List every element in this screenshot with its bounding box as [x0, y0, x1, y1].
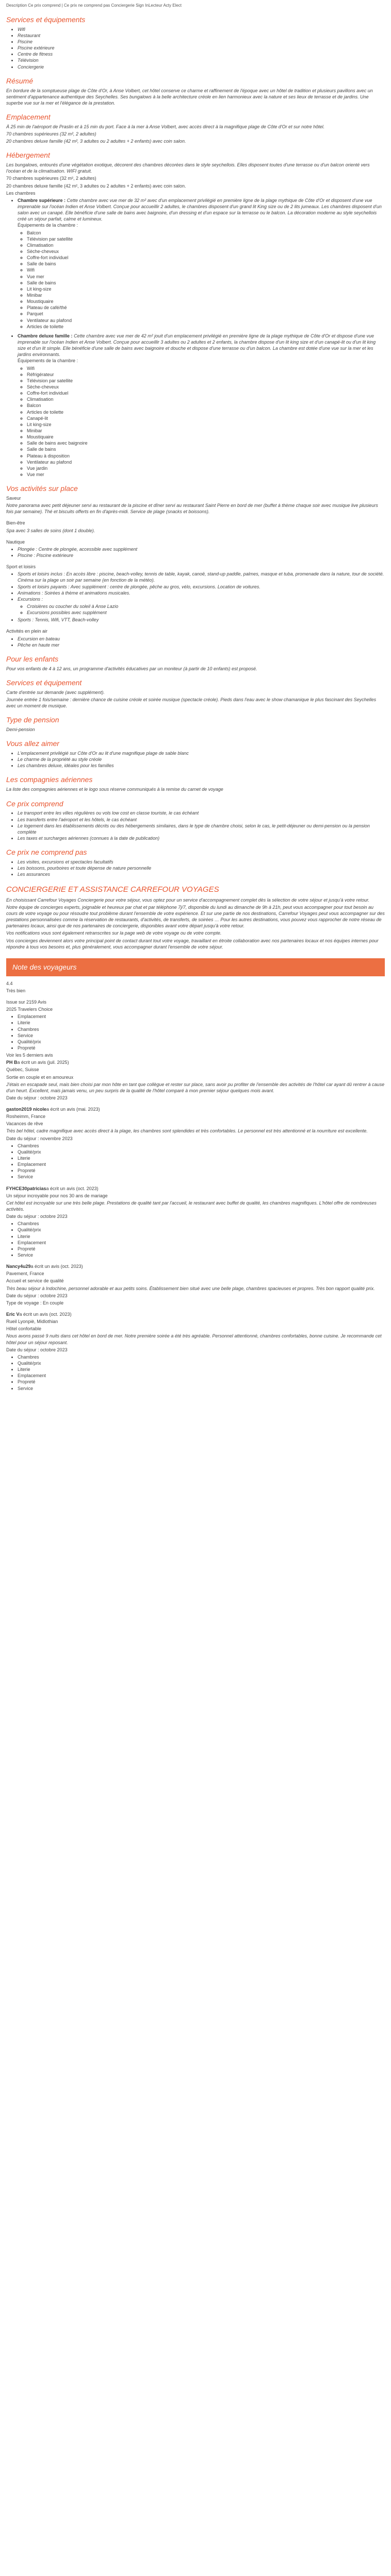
review-header	[6, 1059, 385, 1065]
enfants-title: Pour les enfants	[6, 654, 59, 663]
equipment-item: ◦ Articles de toilette	[27, 324, 385, 330]
service-item: • Piscine	[18, 39, 385, 45]
equipment-item: ◦ Ventilateur au plafond	[27, 317, 385, 324]
review-stay-date: Date du séjour : octobre 2023	[6, 1293, 68, 1298]
criteria-item: • Service	[18, 1032, 385, 1039]
concierge-text: En choisissant Carrefour Voyages Conciergerie pour votre séjour, vous optez pour un service d'accompagnement complet dès la sélection de votre séjour et jusqu'à votre retour.	[6, 897, 370, 903]
review-criteria-item: • Qualité/prix	[18, 1149, 385, 1155]
service-item: • Centre de fitness	[18, 51, 385, 57]
noprix-list	[6, 859, 385, 877]
equipment-item: ◦ Lit king-size	[27, 421, 385, 428]
review-author[interactable]: Eric V	[6, 1312, 20, 1317]
equipment-item: ◦ Climatisation	[27, 242, 385, 248]
review-stay-date: Date du séjour : octobre 2023	[6, 1095, 68, 1100]
equip-label: Équipements de la chambre :	[18, 223, 78, 228]
aimer-title: Vous allez aimer	[6, 739, 59, 748]
equipment-item: ◦ Coffre-fort individuel	[27, 390, 385, 396]
review	[6, 1059, 385, 1101]
sport-list	[6, 571, 385, 623]
criteria-item: • Propreté	[18, 1045, 385, 1051]
rating-value: 4.4	[6, 980, 13, 986]
equipment-item: ◦ Minibar	[27, 292, 385, 298]
equipment-item: ◦ Canapé-lit	[27, 415, 385, 421]
review-title: Sortie en couple et en amoureux	[6, 1074, 74, 1080]
equipment-item: ◦ Climatisation	[27, 396, 385, 402]
equip-label: Équipements de la chambre :	[18, 358, 78, 364]
hebergement-title: Hébergement	[6, 151, 50, 160]
review-location: Rueil Lyonpiè, Midlothian	[6, 1319, 58, 1325]
compagnies-title: Les compagnies aériennes	[6, 775, 93, 784]
plein-air-list	[6, 636, 385, 648]
services-title: Services et équipements	[6, 15, 86, 24]
equipment-item: ◦ Coffre-fort individuel	[27, 255, 385, 261]
chambre-sup-text: Cette chambre avec vue mer de 32 m² avec d'un emplacement privilégié en première ligne de la plage mythique de Côte d'Or et disposent d'une vue imprenable sur l'océan Indien et Anse Volbert. Conçue pour accueillir 2 adultes, le chambres disposent d'un grand lit King size ou de 2 lits jumeaux. Les chambres disposent d'un salon avec un canapé. Elle bénéficie d'une salle de bains avec baignoire, d'un dressing et d'un espace sur la terrasse ou le balcon. La décoration moderne au style seychellois créé un séjour parfait, calme et lumineux.	[18, 197, 382, 222]
aimer-list	[6, 750, 385, 769]
review-header	[6, 1106, 385, 1112]
reviews-count[interactable]: Voir les 5 derniers avis	[6, 1053, 53, 1058]
equipment-item: ◦ Wifi	[27, 365, 385, 371]
review-author[interactable]: Nancy4u29	[6, 1264, 31, 1269]
equipment-item: ◦ Vue mer	[27, 274, 385, 280]
equipment-item: ◦ Salle de bains	[27, 261, 385, 267]
sport-item: • Animations : Soirées à thème et animations musicales.	[18, 590, 385, 596]
excursion-list	[18, 603, 385, 616]
criteria-list	[6, 1013, 385, 1051]
activites-title: Vos activités sur place	[6, 484, 78, 493]
aimer-item: • L'emplacement privilégié sur Côte d'Or au lit d'une magnifique plage de sable blanc	[18, 750, 385, 756]
hebergement-line: 70 chambres supérieures (32 m², 2 adultes)	[6, 176, 96, 181]
review-criteria-item: • Literie	[18, 1366, 385, 1372]
equipment-item: ◦ Parquet	[27, 311, 385, 317]
review-criteria	[6, 1143, 385, 1180]
enfants-text: Pour vos enfants de 4 à 12 ans, un programme d'activités éducatives par un moniteur (à partir de 10 enfants) est proposé.	[6, 666, 257, 671]
review-header	[6, 1185, 385, 1192]
chambres-list	[6, 197, 385, 478]
review-stay-date: Date du séjour : octobre 2023	[6, 1214, 68, 1219]
review-text: J'étais en escapade seul, mais bien choisi par mon hôte en tant que collègue et rester sur place, sans avoir pu profiter de l'ensemble des activités de l'hôtel car ayant dû rentrer à cause d'un heurt. Excellent, mais jamais venu, un peu surpris de la qualité de l'hôtel comparé à mon premier séjour quelques mois avant.	[6, 1081, 385, 1093]
bien-etre-text: Spa avec 3 salles de soins (dont 1 double).	[6, 528, 95, 533]
review-text: Très bel hôtel, cadre magnifique avec accès direct à la plage, les chambres sont splendides et très confortables. Le personnel est très attentionné et la nourriture est excellente.	[6, 1128, 368, 1134]
review-date: a écrit un avis (oct. 2023)	[19, 1312, 72, 1317]
equipment-item: ◦ Télévision par satellite	[27, 236, 385, 242]
prix-item: • Les taxes et surcharges aériennes (connues à la date de publication)	[18, 835, 385, 841]
rating-summary	[6, 980, 385, 1059]
hebergement-intro: Les bungalows, entourés d'une végétation exotique, décorent des chambres décorées dans le style seychellois. Elles disposent toutes d'une terrasse ou d'un balcon orienté vers l'océan et de la climatisation. WIFI gratuit.	[6, 162, 370, 174]
equipment-item: ◦ Lit king-size	[27, 286, 385, 292]
review-criteria-item: • Qualité/prix	[18, 1360, 385, 1366]
plein-air-item: • Pêche en haute mer	[18, 642, 385, 648]
rating-detail: 2025 Travelers Choice	[6, 1007, 53, 1012]
equipment-item: ◦ Réfrigérateur	[27, 371, 385, 378]
chambre-deluxe	[18, 333, 385, 478]
review-criteria-item: • Propreté	[18, 1167, 385, 1174]
equipment-item: ◦ Vue jardin	[27, 465, 385, 471]
resume-text: En bordure de la somptueuse plage de Côte d'Or, à Anse Volbert, cet hôtel conserve ce charme et raffinement de l'époque avec un hôtel de tradition et plusieurs pavillons avec un sentiment d'appartenance authentique des Seychelles. Ses bungalows à la belle architecture créole en lien harmonieux avec la nature et ses lieux de terrasse et de jardins. Une superbe vue sur la mer et l'élégance de la prestation.	[6, 88, 373, 106]
sport-item: • Sports et loisirs payants : Avec supplément : centre de plongée, pêche au gros, vélo, excursions. Location de voitures.	[18, 584, 385, 590]
nautique-title: Nautique	[6, 539, 25, 545]
review-criteria-item: • Chambres	[18, 1143, 385, 1149]
excursion-item: ◦ Excursions possibles avec supplément	[27, 609, 385, 616]
equipment-item: ◦ Moustiquaire	[27, 434, 385, 440]
equipment-item: ◦ Sèche-cheveux	[27, 248, 385, 255]
review	[6, 1106, 385, 1180]
aimer-item: • Le charme de la propriété au style créole	[18, 756, 385, 762]
emplacement-line: 20 chambres deluxe famille (42 m², 3 adultes ou 2 adultes + 2 enfants) avec coin salon.	[6, 139, 186, 144]
equipment-item: ◦ Ventilateur au plafond	[27, 459, 385, 465]
reviews-banner: Note des voyageurs	[6, 958, 385, 976]
sport-title: Sport et loisirs	[6, 564, 36, 570]
review-title: Vacances de rêve	[6, 1121, 43, 1127]
review-author[interactable]: FYHCE30patricias	[6, 1185, 46, 1191]
criteria-item: • Qualité/prix	[18, 1039, 385, 1045]
review-location: Pavement, France	[6, 1271, 44, 1277]
review-criteria-item: • Service	[18, 1252, 385, 1258]
review-date: a écrit un avis (juil. 2025)	[17, 1060, 69, 1065]
review-criteria-item: • Propreté	[18, 1379, 385, 1385]
activites-text: Notre panorama avec petit déjeuner servi au restaurant de la piscine et dîner servi au restaurant Saint Pierre en bord de mer (buffet à thème chaque soir avec musique live plusieurs fois par semaine). Thé et biscuits offerts en fin d'après-midi. Service de plage (snacks et boissons).	[6, 503, 378, 515]
excursions-label: Excursions :	[18, 596, 43, 602]
rating-label: Très bien	[6, 988, 26, 993]
service-item: • Piscine extérieure	[18, 45, 385, 51]
equipment-item: ◦ Balcon	[27, 402, 385, 409]
concierge-text: Vos notifications vous sont également retranscrites sur la page web de votre voyage ou de votre compte.	[6, 930, 222, 936]
plein-air-title: Activités en plein air	[6, 629, 48, 634]
chambre-deluxe-label: Chambre deluxe famille :	[18, 333, 73, 338]
equipment-item: ◦ Salle de bains avec baignoire	[27, 440, 385, 446]
nautique-item: • Plongée : Centre de plongée, accessible avec supplément	[18, 546, 385, 552]
equipment-item: ◦ Vue mer	[27, 471, 385, 478]
review-criteria-item: • Qualité/prix	[18, 1227, 385, 1233]
sport-item: • Sports et loisirs inclus : En accès libre : piscine, beach-volley, tennis de table, kayak, canoë, stand-up paddle, palmes, masque et tuba, promenade dans la nature, tour de société. Cinéma sur la plage un soir par semaine (en fonction de la météo).	[18, 571, 385, 583]
service-item: • Wifi	[18, 26, 385, 32]
review-criteria-item: • Literie	[18, 1233, 385, 1240]
hebergement-line: 20 chambres deluxe famille (42 m², 3 adultes ou 2 adultes + 2 enfants) avec coin salon.	[6, 183, 186, 189]
prix-item: • Le transport entre les villes régulières ou vols low cost en classe touriste, le cas échéant	[18, 810, 385, 816]
review-author[interactable]: PH B	[6, 1060, 18, 1065]
review-title: Hôtel confortable	[6, 1326, 42, 1332]
services-list	[6, 26, 385, 70]
equip-sup-list	[18, 230, 385, 330]
breadcrumb[interactable]: Description Ce prix comprend | Ce prix ne comprend pas Conciergerie Sign InLecteur Acty Elect	[6, 3, 182, 8]
nautique-item: • Piscine : Piscine extérieure	[18, 552, 385, 558]
concierge-text: Notre équipe de concierges experts, joignable et heureux par chat et par téléphone 7j/7, disponible du lundi au dimanche de 9h à 21h, peut vous accompagner pour tout besoin au cours de votre voyage ou pour résoudre tout problème durant l'ensemble de votre expérience. Et sur une partie de nos destinations, Carrefour Voyages peut vous accompagner sur des prestations personnalisées comme la réservation de restaurants, d'activités, de transferts, de soirées … Pour les autres destinations, vous pouvez vous rapprocher de notre réseau de partenaires locaux, ainsi que de nos partenaires de conciergerie, disponibles avant votre départ jusqu'à votre retour.	[6, 904, 385, 929]
emplacement-line: 70 chambres supérieures (32 m², 2 adultes)	[6, 131, 96, 137]
review-header	[6, 1311, 385, 1317]
review-text: Très beau séjour à Indochine, personnel adorable et aux petits soins. Établissement bien situé avec une belle plage, chambres spacieuses et propres. Très bon rapport qualité prix.	[6, 1285, 375, 1291]
nautique-list	[6, 546, 385, 558]
prix-list	[6, 810, 385, 841]
equipment-item: ◦ Plateau de café/thé	[27, 304, 385, 311]
equipment-item: ◦ Articles de toilette	[27, 409, 385, 415]
review-criteria-item: • Service	[18, 1174, 385, 1180]
activites-sub: Saveur	[6, 495, 21, 501]
services2-text2: Journée entrée 1 fois/semaine : dernière chance de cuisine créole et soirée musique (spectacle créole). Pieds dans l'eau avec le show chamanique le plus fascinant des Seychelles avec un moment de musique.	[6, 697, 377, 708]
chambre-superieure	[18, 197, 385, 330]
type-title: Type de pension	[6, 716, 59, 724]
review-criteria-item: • Literie	[18, 1155, 385, 1161]
review-date: a écrit un avis (oct. 2023)	[46, 1185, 99, 1191]
review-criteria-item: • Emplacement	[18, 1240, 385, 1246]
noprix-title: Ce prix ne comprend pas	[6, 848, 87, 857]
rating-detail: Issue sur 2159 Avis	[6, 999, 46, 1005]
review-location: Rosheimm, France	[6, 1114, 46, 1120]
plein-air-item: • Excursion en bateau	[18, 636, 385, 642]
review-trip-type: Type de voyage : En couple	[6, 1300, 64, 1306]
review-stay-date: Date du séjour : octobre 2023	[6, 1347, 68, 1352]
review-text: Nous avons passé 9 nuits dans cet hôtel en bord de mer. Notre première soirée a été très agréable. Personnel attentionné, chambres confortables, bonne cuisine. Je recommande cet hôtel pour un séjour reposant.	[6, 1333, 382, 1345]
equipment-item: ◦ Wifi	[27, 267, 385, 273]
prix-item: • Les transferts entre l'aéroport et les hôtels, le cas échéant	[18, 817, 385, 823]
equipment-item: ◦ Plateau à disposition	[27, 453, 385, 459]
equipment-item: ◦ Salle de bains	[27, 280, 385, 286]
reviews-list	[6, 1059, 385, 1391]
equipment-item: ◦ Moustiquaire	[27, 298, 385, 304]
service-item: • Conciergerie	[18, 64, 385, 70]
prix-item: • Le logement dans les établissements décrits ou des hébergements similaires, dans le type de chambre choisi, selon le cas, le petit-déjeuner ou demi-pension ou la pension complète	[18, 823, 385, 835]
emplacement-title: Emplacement	[6, 112, 51, 121]
concierge-text: Vos concierges deviennent alors votre principal point de contact durant tout votre voyage, travaillant en étroite collaboration avec nos partenaires locaux et nos équipes internes pour répondre à tous vos besoins et, plus généralement, vous accompagner durant l'ensemble de votre séjour.	[6, 938, 379, 950]
concierge-title: CONCIERGERIE ET ASSISTANCE CARREFOUR VOYAGES	[6, 885, 219, 894]
service-item: • Restaurant	[18, 32, 385, 39]
noprix-item: • Les assurances	[18, 871, 385, 877]
review-text: Cet hôtel est incroyable sur une très belle plage. Prestations de qualité tant par l'accueil, le restaurant avec buffet de qualité, les chambres magnifiques. L'hôtel offre de nombreuses activités.	[6, 1200, 377, 1212]
emplacement-line: À 25 min de l'aéroport de Praslin et à 15 min du port. Face à la mer à Anse Volbert, avec accès direct à la magnifique plage de Côte d'Or et sur notre hôtel.	[6, 124, 325, 129]
review-criteria-item: • Chambres	[18, 1221, 385, 1227]
chambres-title: Les chambres	[6, 190, 36, 196]
noprix-item: • Les visites, excursions et spectacles facultatifs	[18, 859, 385, 865]
sport-item	[18, 596, 385, 616]
equipment-item: ◦ Balcon	[27, 230, 385, 236]
criteria-item: • Emplacement	[18, 1013, 385, 1020]
review	[6, 1311, 385, 1392]
chambre-deluxe-text: Cette chambre avec vue mer de 42 m² jouit d'un emplacement privilégié en première ligne de la plage mythique de Côte d'Or et dispose d'une vue imprenable sur l'océan Indien et Anse Volbert. Conçue pour accueillir 3 adultes ou 2 adultes et 2 enfants, la chambre dispose d'un lit king size et d'un canapé-lit ou d'un lit king size et d'un lit simple. Elle bénéficie d'une salle de bains avec baignoire et douche et dispose d'une terrasse ou d'un balcon. La chambre est dotée d'une vue sur la mer et les jardins environnants.	[18, 333, 376, 358]
chambre-sup-label: Chambre supérieure :	[18, 197, 66, 203]
equipment-item: ◦ Télévision par satellite	[27, 378, 385, 384]
compagnies-text: La liste des compagnies aériennes et le logo sous réserve communiqués à la remise du carnet de voyage	[6, 787, 223, 792]
review-criteria-item: • Propreté	[18, 1246, 385, 1252]
review-date: a écrit un avis (mai. 2023)	[46, 1107, 100, 1112]
aimer-item: • Les chambres deluxe, idéales pour les familles	[18, 762, 385, 769]
review	[6, 1185, 385, 1259]
sport-item: • Sports : Tennis, Wifi, VTT, Beach-volley	[18, 617, 385, 623]
services2-text: Carte d'entrée sur demande (avec supplément).	[6, 689, 105, 695]
review-criteria-item: • Service	[18, 1385, 385, 1392]
review	[6, 1263, 385, 1306]
equipment-item: ◦ Minibar	[27, 428, 385, 434]
criteria-item: • Literie	[18, 1020, 385, 1026]
review-location: Québec, Suisse	[6, 1067, 39, 1073]
review-criteria-item: • Emplacement	[18, 1161, 385, 1167]
review-criteria	[6, 1354, 385, 1392]
equipment-item: ◦ Sèche-cheveux	[27, 384, 385, 390]
review-header	[6, 1263, 385, 1269]
prix-title: Ce prix comprend	[6, 799, 63, 808]
review-date: a écrit un avis (oct. 2023)	[30, 1264, 83, 1269]
bien-etre-title: Bien-être	[6, 520, 25, 526]
review-title: Accueil et service de qualité	[6, 1278, 64, 1284]
services2-title: Services et équipement	[6, 678, 82, 687]
criteria-item: • Chambres	[18, 1026, 385, 1032]
equip-deluxe-list	[18, 365, 385, 478]
review-criteria-item: • Chambres	[18, 1354, 385, 1360]
resume-title: Résumé	[6, 76, 34, 85]
excursion-item: ◦ Croisières ou coucher du soleil à Anse Lazio	[27, 603, 385, 609]
type-text: Demi-pension	[6, 727, 35, 733]
review-criteria-item: • Emplacement	[18, 1372, 385, 1379]
review-author[interactable]: gaston2019 nicole	[6, 1107, 47, 1112]
review-criteria	[6, 1221, 385, 1258]
review-title: Un séjour incroyable pour nos 30 ans de mariage	[6, 1193, 108, 1198]
equipment-item: ◦ Salle de bains	[27, 446, 385, 452]
noprix-item: • Les boissons, pourboires et toute dépense de nature personnelle	[18, 865, 385, 871]
review-stay-date: Date du séjour : novembre 2023	[6, 1136, 73, 1141]
service-item: • Télévision	[18, 57, 385, 63]
